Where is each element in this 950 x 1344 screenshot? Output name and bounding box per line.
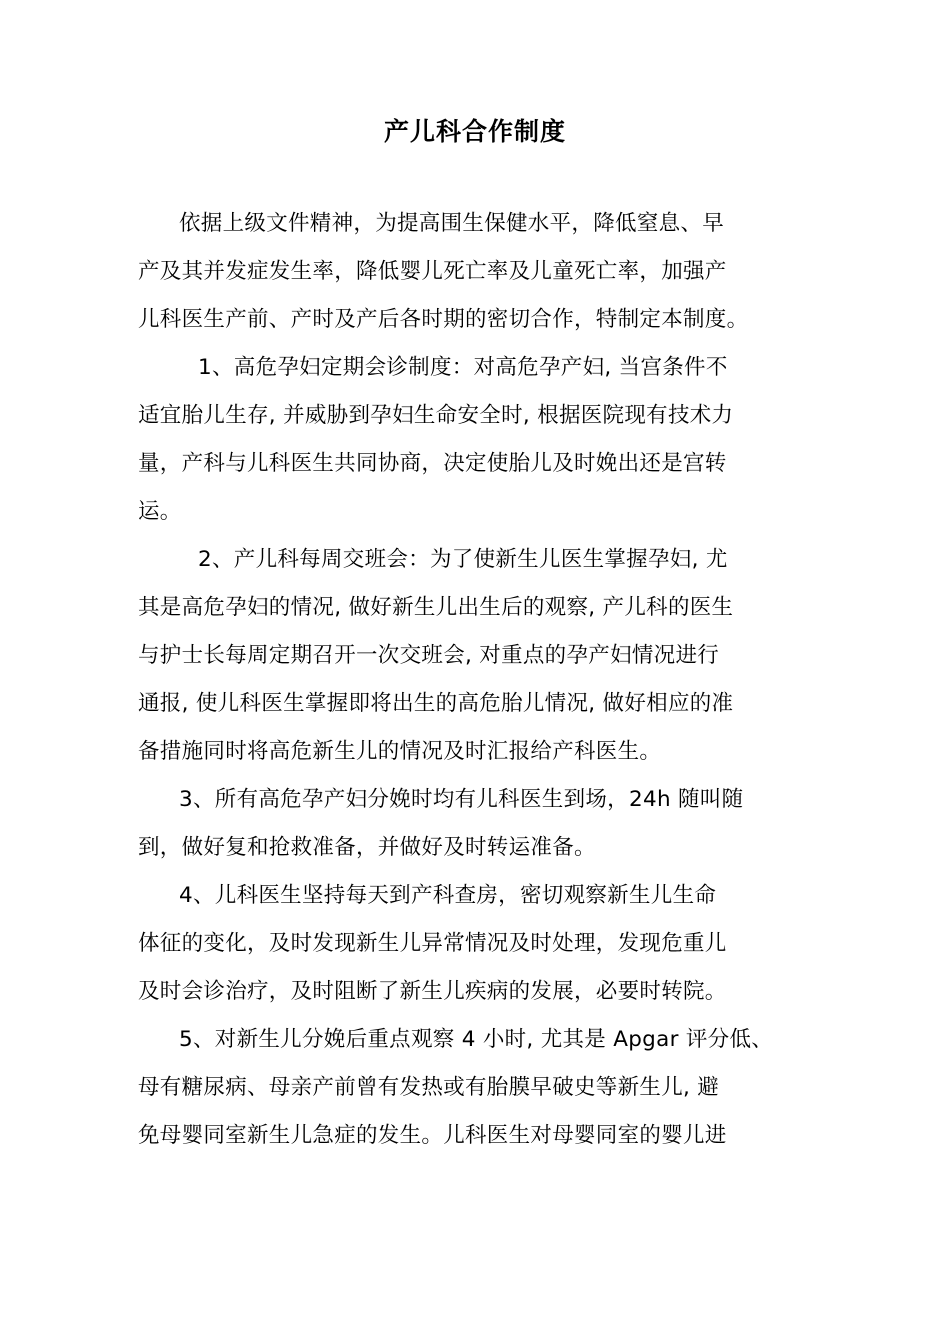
text-line: 产及其并发症发生率，降低婴儿死亡率及儿童死亡率，加强产 xyxy=(138,259,727,284)
text-line: 免母婴同室新生儿急症的发生。儿科医生对母婴同室的婴儿进 xyxy=(138,1123,727,1148)
text-line: 通报, 使儿科医生掌握即将出生的高危胎儿情况, 做好相应的准 xyxy=(138,691,734,716)
paragraph xyxy=(138,776,828,872)
paragraph xyxy=(138,200,828,344)
paragraph xyxy=(138,1016,828,1160)
text-line: 体征的变化，及时发现新生儿异常情况及时处理，发现危重儿 xyxy=(138,931,727,956)
text-line: 其是高危孕妇的情况, 做好新生儿出生后的观察, 产儿科的医生 xyxy=(138,595,734,620)
text-line: 适宜胎儿生存, 并威胁到孕妇生命安全时, 根据医院现有技术力 xyxy=(138,403,734,428)
text-line: 4、儿科医生坚持每天到产科查房，密切观察新生儿生命 xyxy=(179,883,717,908)
document-title: 产儿科合作制度 xyxy=(383,117,566,146)
text-line: 到，做好复和抢救准备，并做好及时转运准备。 xyxy=(138,835,596,860)
text-line: 与护士长每周定期召开一次交班会, 对重点的孕产妇情况进行 xyxy=(138,643,720,668)
text-line: 备措施同时将高危新生儿的情况及时汇报给产科医生。 xyxy=(138,739,662,764)
text-line: 及时会诊治疗，及时阻断了新生儿疾病的发展，必要时转院。 xyxy=(138,979,727,1004)
text-line: 母有糖尿病、母亲产前曾有发热或有胎膜早破史等新生儿, 避 xyxy=(138,1075,720,1100)
text-line: 依据上级文件精神，为提高围生保健水平，降低窒息、早 xyxy=(179,211,725,236)
text-line: 儿科医生产前、产时及产后各时期的密切合作，特制定本制度。 xyxy=(138,307,749,332)
text-line: 3、所有高危孕产妇分娩时均有儿科医生到场，24h 随叫随 xyxy=(179,787,744,812)
text-line: 5、对新生儿分娩后重点观察 4 小时, 尤其是 Apgar 评分低、 xyxy=(179,1027,774,1052)
paragraph xyxy=(138,872,828,1016)
paragraph xyxy=(138,344,828,536)
text-line: 量，产科与儿科医生共同协商，决定使胎儿及时娩出还是宫转 xyxy=(138,451,727,476)
text-line: 2、产儿科每周交班会：为了使新生儿医生掌握孕妇, 尤 xyxy=(198,547,728,572)
paragraph xyxy=(138,536,828,776)
document-body xyxy=(138,200,828,1160)
text-line: 运。 xyxy=(138,499,182,524)
text-line: 1、高危孕妇定期会诊制度：对高危孕产妇, 当宫条件不 xyxy=(198,355,728,380)
